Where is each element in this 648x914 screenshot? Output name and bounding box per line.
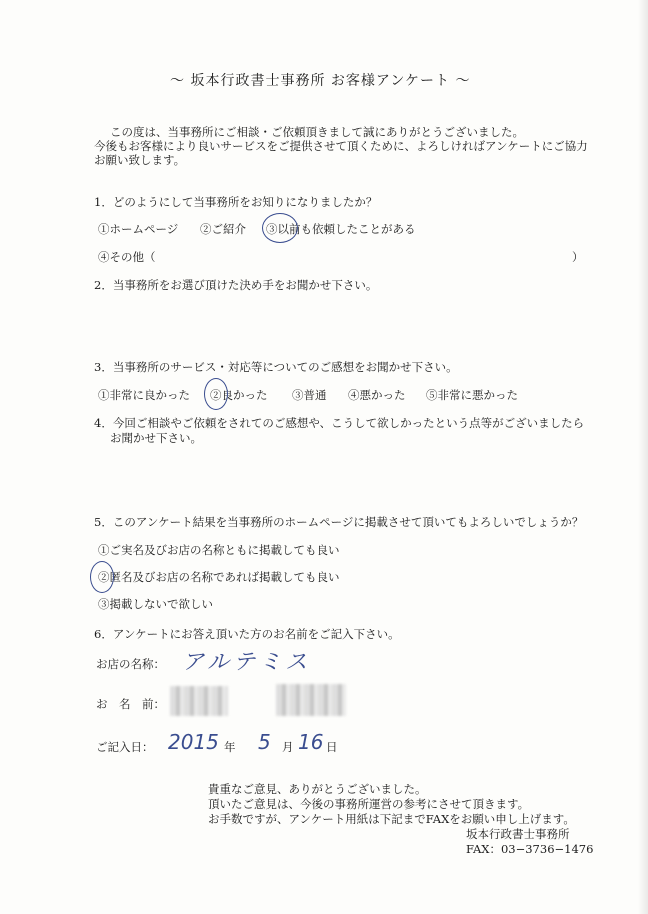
q4-question-line-1: 4．今回ご相談やご依頼をされてのご感想や、こうして欲しかったという点等がございましたら: [94, 416, 585, 430]
q3-question: 3．当事務所のサービス・対応等についてのご感想をお聞かせ下さい。: [94, 360, 458, 374]
q3-option-3: ③普通: [292, 388, 327, 402]
office-fax: FAX：03−3736−1476: [466, 842, 594, 856]
date-label: ご記入日：: [96, 740, 154, 754]
date-year-unit: 年: [224, 740, 236, 754]
q1-option-1: ①ホームページ: [98, 222, 179, 236]
q5-option-2: ②匿名及びお店の名称であれば掲載しても良い: [98, 570, 340, 584]
q5-option-3: ③掲載しないで欲しい: [98, 597, 213, 611]
date-month-value: 5: [258, 730, 271, 754]
q1-other-close: ）: [572, 250, 584, 264]
customer-name-label: お 名 前：: [96, 697, 165, 711]
redacted-name-part-1: [170, 686, 228, 716]
date-month-unit: 月: [282, 740, 294, 754]
survey-title: 〜 坂本行政書士事務所 お客様アンケート 〜: [170, 73, 471, 89]
q1-option-2: ②ご紹介: [200, 222, 246, 236]
closing-line-1: 貴重なご意見、ありがとうございました。: [208, 782, 427, 796]
scan-edge-shadow: [638, 0, 648, 914]
date-year-value: 2015: [168, 730, 219, 754]
q1-option-other: ④その他（: [98, 250, 156, 264]
date-day-value: 16: [298, 730, 324, 754]
office-name: 坂本行政書士事務所: [466, 827, 570, 841]
redacted-name-part-2: [276, 684, 346, 716]
closing-line-3: お手数ですが、アンケート用紙は下記までFAXをお願い申し上げます。: [208, 812, 575, 826]
q3-option-1: ①非常に良かった: [98, 388, 190, 402]
q3-selection-circle: [204, 378, 228, 410]
q6-question: 6．アンケートにお答え頂いた方のお名前をご記入下さい。: [94, 627, 400, 641]
q1-question: 1．どのようにして当事務所をお知りになりましたか？: [94, 195, 378, 209]
q1-selection-circle: [262, 213, 298, 243]
intro-line-3: お願い致します。: [94, 153, 186, 167]
q3-option-4: ④悪かった: [348, 388, 406, 402]
q5-question: 5．このアンケート結果を当事務所のホームページに掲載させて頂いてもよろしいでしょうか？: [94, 515, 584, 529]
store-name-label: お店の名称：: [96, 657, 165, 671]
date-day-unit: 日: [326, 740, 338, 754]
q2-question: 2．当事務所をお選び頂けた決め手をお聞かせ下さい。: [94, 278, 378, 292]
q3-option-5: ⑤非常に悪かった: [426, 388, 518, 402]
q1-option-3: ③以前も依頼したことがある: [266, 222, 416, 236]
closing-line-2: 頂いたご意見は、今後の事務所運営の参考にさせて頂きます。: [208, 797, 530, 811]
q3-option-2: ②良かった: [210, 388, 268, 402]
store-name-value: アルテミス: [182, 650, 312, 675]
intro-line-1: この度は、当事務所にご相談・ご依頼頂きまして誠にありがとうございました。: [110, 125, 524, 139]
intro-line-2: 今後もお客様により良いサービスをご提供させて頂くために、よろしければアンケートにご協力: [94, 139, 588, 153]
q5-selection-circle: [90, 561, 114, 593]
q4-question-line-2: お聞かせ下さい。: [110, 431, 202, 445]
q5-option-1: ①ご実名及びお店の名称ともに掲載しても良い: [98, 543, 340, 557]
